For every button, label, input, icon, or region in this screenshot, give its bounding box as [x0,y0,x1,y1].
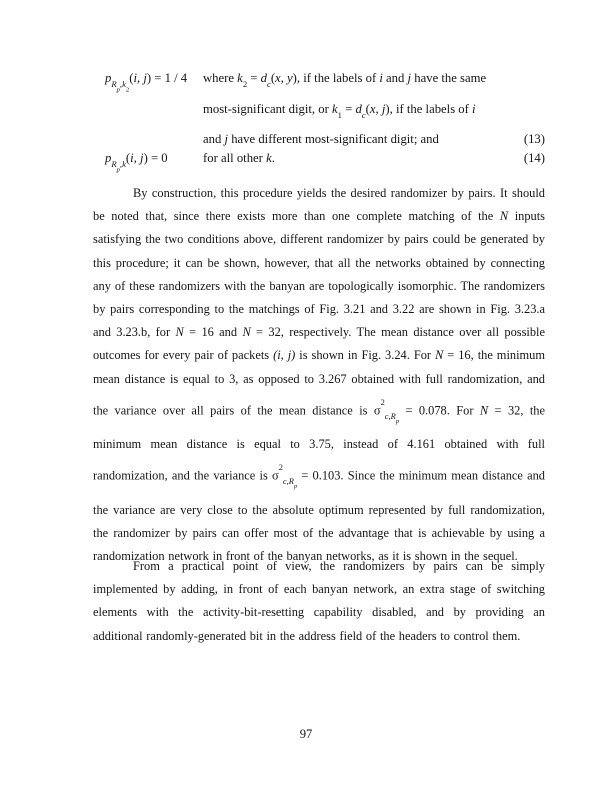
page-number: 97 [299,727,313,741]
equation-13-lhs: $p_{Rp,k2}(i$, j) = 1 / 4 [105,71,188,94]
paragraph-by-construction: By construction, this procedure yields the desired randomizer by pairs. It should be noted that, since there exists more than one complete matching of the N inputs satisfying the two conditions above, different randomizer by pairs could be generated by this procedure; it can be shown, however, that all the networks obtained by connecting any of these randomizers with the banyan are topologically isomorphic. The randomizers by pairs corresponding to the matchings of Fig. 3.21 and 3.22 are shown in Fig. 3.23.a and 3.23.b, for N = 16 and N = 32, respectively. The mean distance over all possible outcomes for every pair of packets (i, j) is shown in Fig. 3.24. For N = 16, the minimum mean distance is equal to 3, as opposed to 3.267 obtained with full randomization, and the variance over all pairs of the mean distance is $\sigma^2_{c,Rp} = 0.078$. For N = 32, the minimum mean distance is equal to 3.75, instead of 4.161 obtained with full randomization, and the variance is $\sigma^2_{c,Rp} = 0.103$. Since the minimum mean distance and the variance are very close to the absolute optimum represented by full randomization, the randomizer by pairs can offer most of the advantage that is achievable by using a randomization network in front of the banyan networks, as it is shown in the sequel. [93,186,546,564]
equation-13-clause-line-1: where $k_2 = d_c(x$, y), if the labels of i and j have the same [203,71,487,89]
equation-13 [93,66,545,152]
equation-14-lhs: $p_{Rp,k}(i$, j) = 0 [105,151,168,174]
equation-13-number: (13) [523,132,545,146]
equation-13-clause-line-3-text: and j have different most-significant digit; and [203,132,439,146]
paragraph-practical-implementation: From a practical point of view, the randomizers by pairs can be simply implemented by adding, in front of each banyan network, an extra stage of switching elements with the activity-bit-resetting capability disabled, and by providing an additional randomly-generated bit in the address field of the headers to control them. [93,559,545,643]
equation-13-clause-line-2: most-significant digit, or $k_1 = d_c(x$, j), if the labels of i [203,101,476,120]
equation-14-number: (14) [523,151,545,165]
equation-14 [93,146,545,174]
equation-14-clause: for all other k. [203,151,275,165]
equation-13-clause [203,66,545,152]
